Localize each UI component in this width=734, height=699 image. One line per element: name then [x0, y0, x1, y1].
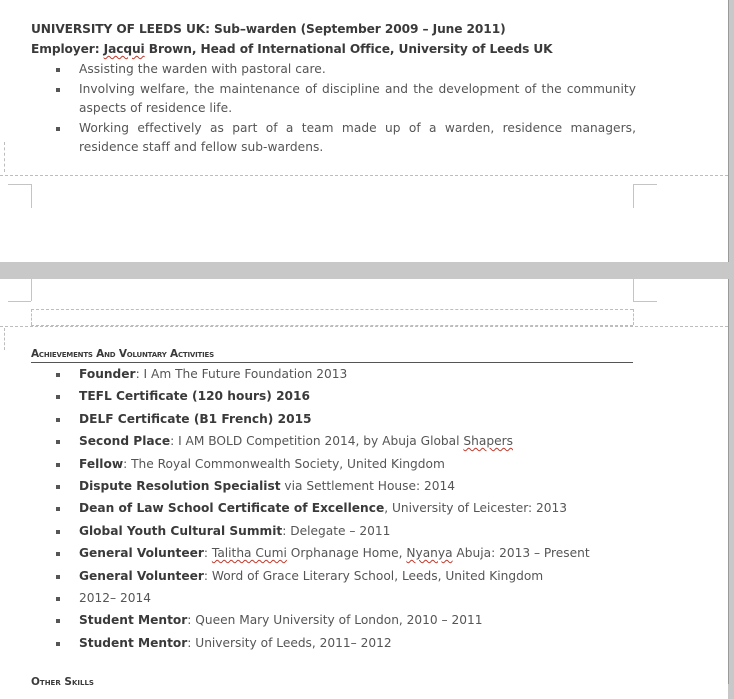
- bullet-icon: [56, 463, 60, 467]
- crop-mark: [633, 184, 634, 208]
- crop-mark: [8, 184, 31, 185]
- bullet-icon: [56, 507, 60, 511]
- achievement-item: Student Mentor: Queen Mary University of London, 2010 – 2011: [79, 613, 483, 627]
- list-item: Involving welfare, the maintenance of discipline and the development of the community: [79, 82, 636, 96]
- crop-mark: [633, 184, 657, 185]
- list-item: Assisting the warden with pastoral care.: [79, 62, 326, 76]
- bullet-icon: [56, 619, 60, 623]
- achievement-item: 2012– 2014: [79, 591, 152, 605]
- section-heading: Achievements And Voluntary Activities: [31, 348, 633, 363]
- employer-name: Jacqui: [103, 42, 145, 56]
- bullet-icon: [56, 373, 60, 377]
- achievement-item: TEFL Certificate (120 hours) 2016: [79, 389, 310, 403]
- achievement-item: Second Place: I AM BOLD Competition 2014, by Abuja Global Shapers: [79, 434, 513, 448]
- achievement-item: Global Youth Cultural Summit: Delegate – 2011: [79, 524, 391, 538]
- margin-guide: [4, 328, 5, 350]
- achievement-item: Founder: I Am The Future Foundation 2013: [79, 367, 348, 381]
- achievement-item: DELF Certificate (B1 French) 2015: [79, 412, 312, 426]
- bullet-icon: [56, 575, 60, 579]
- bullet-icon: [56, 418, 60, 422]
- crop-mark: [633, 279, 634, 301]
- bullet-icon: [56, 88, 60, 92]
- page-edge: [728, 0, 729, 262]
- achievement-item: Student Mentor: University of Leeds, 2011– 2012: [79, 636, 392, 650]
- crop-mark: [8, 301, 31, 302]
- bullet-icon: [56, 440, 60, 444]
- header-boundary: [0, 326, 728, 327]
- achievement-item: Fellow: The Royal Commonwealth Society, United Kingdom: [79, 457, 445, 471]
- margin-guide: [4, 142, 5, 172]
- achievement-item: General Volunteer: Word of Grace Literary School, Leeds, United Kingdom: [79, 569, 544, 583]
- bullet-icon: [56, 552, 60, 556]
- bullet-icon: [56, 597, 60, 601]
- header-boundary: [31, 309, 633, 310]
- achievement-item: General Volunteer: Talitha Cumi Orphanage Home, Nyanya Abuja: 2013 – Present: [79, 546, 590, 560]
- bullet-icon: [56, 395, 60, 399]
- bullet-icon: [56, 68, 60, 72]
- bullet-icon: [56, 485, 60, 489]
- next-section-heading: Other Skills: [31, 676, 94, 688]
- crop-mark: [31, 279, 32, 301]
- list-item: Working effectively as part of a team made up of a warden, residence managers,: [79, 121, 636, 135]
- achievement-item: Dispute Resolution Specialist via Settlement House: 2014: [79, 479, 455, 493]
- achievement-item: Dean of Law School Certificate of Excellence, University of Leicester: 2013: [79, 501, 568, 515]
- bullet-icon: [56, 642, 60, 646]
- header-boundary: [31, 309, 32, 325]
- employer-line: Employer: Jacqui Brown, Head of International Office, University of Leeds UK: [31, 42, 553, 56]
- list-item-continuation: residence staff and fellow sub-wardens.: [79, 140, 324, 154]
- list-item-continuation: aspects of residence life.: [79, 101, 233, 115]
- crop-mark: [633, 301, 657, 302]
- crop-mark: [31, 184, 32, 208]
- bullet-icon: [56, 127, 60, 131]
- header-boundary: [633, 309, 634, 325]
- footer-boundary: [0, 175, 728, 176]
- bullet-icon: [56, 530, 60, 534]
- job-title: UNIVERSITY OF LEEDS UK: Sub–warden (September 2009 – June 2011): [31, 22, 506, 36]
